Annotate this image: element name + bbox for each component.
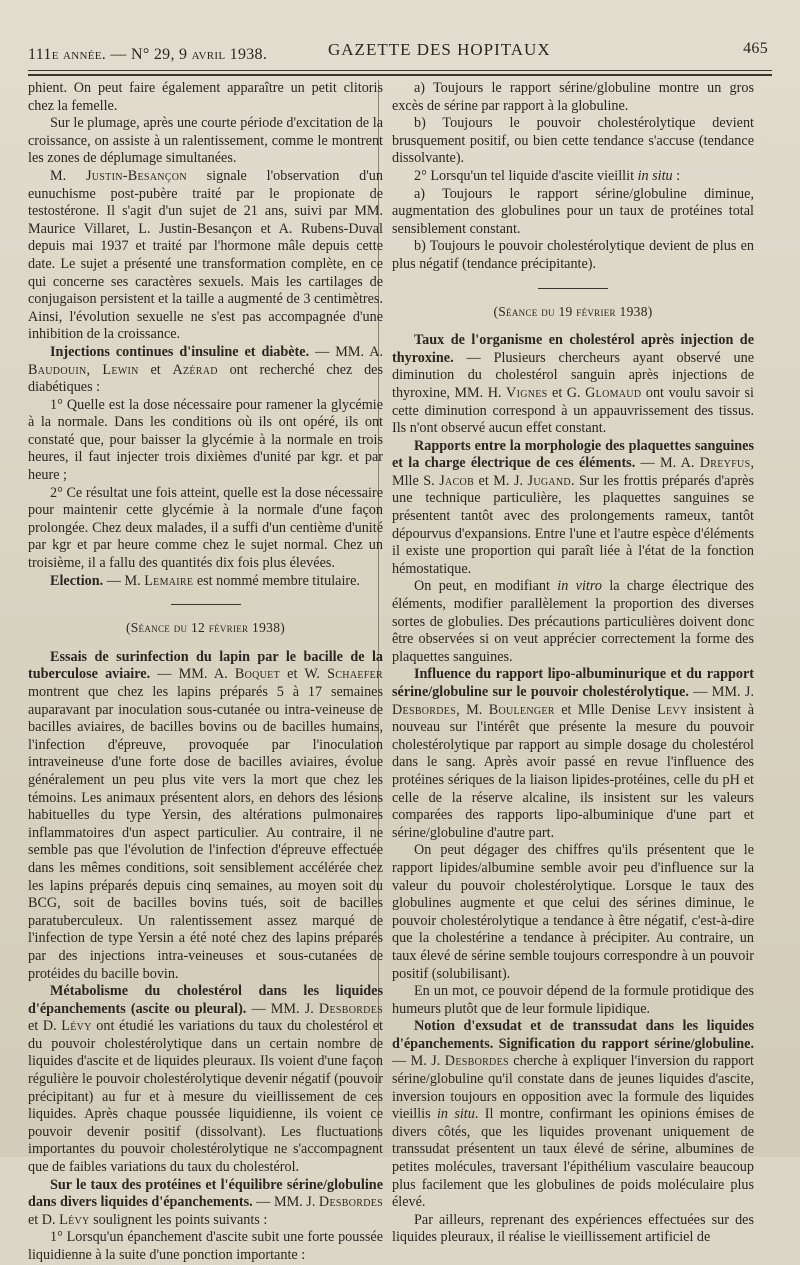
paragraph: Sur le plumage, après une courte période d'excitation de la croissance, on assiste à un ralentissement, comme le montrent les zones de déplumage simultanées. (28, 115, 383, 167)
paragraph: Influence du rapport lipo-albuminurique et du rapport sérine/globuline sur le pouvoir cholestérolytique. — MM. J. Desbordes, M. Boulenger et Mlle Denise Levy insistent à nouveau sur l'intérêt que présente la mesure du pouvoir cholestérolytique par rapport au simple dosage du cholestérol dans le sang. Après avoir passé en revue l'influence des protéines sériques de la liaison lipides-protéines, celle du pH et celle de la réserve alcaline, ils insistent sur les valeurs comparées des rapports lipo-albuminique d'une part et sérine/globuline d'autre part. (392, 666, 755, 841)
journal-title: GAZETTE DES HOPITAUX (328, 40, 551, 59)
article-title: Métabolisme du cholestérol dans les liquides d'épanchements (ascite ou pleural). (28, 983, 383, 1017)
paragraph: Taux de l'organisme en cholestérol après injection de thyroxine. — Plusieurs chercheurs ayant observé une diminution du cholestérol sanguin après injections de thyroxine, MM. H. Vignes et G. Glomaud ont voulu savoir si cette diminution correspond à un appauvrissement des tissus. Ils n'ont observé aucun effet constant. (392, 332, 754, 437)
author-name: Lemaire (144, 572, 194, 589)
author-name: Dreyfus (699, 455, 751, 472)
paragraph: M. Justin-Besançon signale l'observation d'un eunuchisme post-pubère traité par le propionate de testostérone. Il s'agit d'un sujet de 21 ans, suivi par MM. Maurice Villaret, L. Justin-Besançon et A. Rubens-Duval depuis mai 1937 et traité par l'hormone mâle depuis cette date. Le sujet a présenté une transformation complète, en ce qui concerne ses caractères sexuels. Mais les cartilages de conjugaison persistent et la taille a augmenté de 3 centimètres. Ainsi, l'évolution sexuelle ne s'est pas accompagnée d'une inhibition de la croissance. (28, 167, 383, 343)
paragraph: Notion d'exsudat et de transsudat dans les liquides d'épanchements. Signification du rapport sérine/globuline. — M. J. Desbordes cherche à expliquer l'inversion du rapport sérine/globuline qu'il constate dans de jeunes liquides d'ascite, inversion toujours en opposition avec la formule des liquides vieillis in situ. Il montre, confirmant les opinions émises de divers côtés, que les liquides provenant uniquement de transsudat présentent un taux élevé de sérine, albumines de petites molécules, traversant l'épithélium vasculaire beaucoup plus facilement que les globulines de poids moléculaire plus élevé. (392, 1018, 755, 1211)
paragraph: 2° Lorsqu'un tel liquide d'ascite vieillit in situ : (414, 167, 681, 184)
author-name: Glomaud (585, 384, 642, 401)
article-title: Notion d'exsudat et de transsudat dans les liquides d'épanchements. Signification du rapport sérine/globuline. (392, 1018, 754, 1052)
article-title: Influence du rapport lipo-albuminurique et du rapport sérine/globuline sur le pouvoir cholestérolytique. (392, 666, 754, 700)
paragraph: Election. — M. Lemaire est nommé membre titulaire. (50, 572, 360, 589)
paragraph: a) Toujours le rapport sérine/globuline montre un gros excès de sérine par rapport à la globuline. (392, 80, 754, 114)
paragraph: En un mot, ce pouvoir dépend de la formule protidique des humeurs plutôt que de leur formule lipidique. (392, 983, 754, 1017)
author-name: Boquet (234, 666, 280, 683)
paragraph: Par ailleurs, reprenant des expériences effectuées sur des liquides pleuraux, il réalise le vieillissement artificiel de (392, 1211, 754, 1246)
right-column (392, 80, 754, 1247)
article-title: Essais de surinfection du lapin par le bacille de la tuberculose aviaire. (28, 648, 383, 683)
section-rule (171, 604, 241, 605)
session-heading: (Séance du 19 février 1938) (493, 303, 653, 319)
paragraph: Métabolisme du cholestérol dans les liquides d'épanchements (ascite ou pleural). — MM. J. Desbordes et D. Lévy ont étudié les variations du taux du cholestérol et du pouvoir cholestérolytique dans un certain nombre de liquides d'ascite et de liquides pleuraux. Ils voient d'une façon régulière le pouvoir cholestérolytique devenir négatif (pouvoir précipitant) au fur et à mesure du vieillissement de ces liquides. Après chaque poussée liquidienne, ils voient ce pouvoir devenir positif (dissolvant). Les fluctuations importantes du pouvoir cholestérolytique ne s'accompagnent que de faibles variations du taux du cholestérol. (28, 983, 383, 1176)
page-number: 465 (743, 40, 768, 57)
article-title: Election. (50, 572, 104, 589)
paragraph: 1° Lorsqu'un épanchement d'ascite subit une forte poussée liquidienne à la suite d'une ponction importante : (28, 1229, 383, 1263)
paragraph: phient. On peut faire également apparaître un petit clitoris chez la femelle. (28, 80, 383, 114)
article-title: Taux de l'organisme en cholestérol après injection de thyroxine. (392, 332, 754, 366)
paragraph: 1° Quelle est la dose nécessaire pour ramener la glycémie à la normale. Dans les conditions où ils ont opéré, ils ont constaté que, pour baisser la glycémie à la normale en trois heures, il faut injecter trois dixièmes d'unité par kgr. et par heure ; (28, 396, 383, 484)
paragraph: b) Toujours le pouvoir cholestérolytique devient de plus en plus négatif (tendance précipitante). (392, 238, 754, 272)
paragraph: On peut dégager des chiffres qu'ils présentent que le rapport lipides/albumine semble avoir peu d'influence sur la valeur du pouvoir cholestérolytique. Lorsque le taux des globulines augmente et que celui des sérines diminue, le pouvoir cholestérolytique a tendance à être négatif, c'est-à-dire que la cholestérine a tendance à précipiter. Au contraire, un taux élevé de sérine semble toujours correspondre à un pouvoir positif (solubilisant). (392, 842, 754, 982)
header-rule (28, 70, 772, 71)
author-name: Desbordes (392, 701, 457, 718)
article-title: Sur le taux des protéines et l'équilibre sérine/globuline dans divers liquides d'épanchements. (28, 1176, 383, 1211)
author-name: Baudouin, Lewin (28, 361, 139, 378)
page-header (28, 36, 772, 68)
paragraph: b) Toujours le pouvoir cholestérolytique devient brusquement positif, ou bien cette tendance s'accuse (tendance dissolvante). (392, 115, 754, 167)
author-name: Vignes (506, 384, 548, 401)
author-name: Desbordes (318, 1000, 383, 1017)
author-name: Jugand (527, 472, 571, 489)
author-name: Desbordes (318, 1194, 383, 1211)
paragraph: Injections continues d'insuline et diabète. — MM. A. Baudouin, Lewin et Azérad ont recherché chez des diabétiques : (28, 343, 383, 396)
paragraph: Sur le taux des protéines et l'équilibre sérine/globuline dans divers liquides d'épanchements. — MM. J. Desbordes et D. Lévy soulignent les points suivants : (28, 1176, 383, 1228)
author-name: Levy (657, 701, 688, 718)
author-name: Boulenger (488, 701, 555, 718)
issue-line: 111e année. — N° 29, 9 avril 1938. (28, 46, 268, 63)
author-name: Azérad (172, 361, 218, 378)
article-title: Rapports entre la morphologie des plaquettes sanguines et la charge électrique de ces éléments. (392, 437, 754, 472)
author-name: Jacob (439, 472, 475, 489)
article-title: Injections continues d'insuline et diabète. (50, 343, 310, 360)
paragraph: 2° Ce résultat une fois atteint, quelle est la dose nécessaire pour maintenir cette glycémie à la normale d'une façon prolongée. Chez deux malades, il a suffi d'un centième d'unité par kgr et par heure comme chez le sujet normal. Chez un troisième, il a fallu des quantités dix fois plus élevées. (28, 484, 383, 572)
author-name: Desbordes (444, 1053, 509, 1070)
paragraph: a) Toujours le rapport sérine/globuline diminue, augmentation des globulines pour un taux de protéines total sensiblement constant. (392, 185, 754, 237)
author-name: Schaefer (327, 666, 383, 683)
paragraph: On peut, en modifiant in vitro la charge électrique des éléments, modifier parallèlement la proportion des diverses sortes de globulies. Des précautions particulières doivent donc être observées si on veut apprécier correctement la forme des plaquettes sanguines. (392, 578, 755, 665)
paragraph: Rapports entre la morphologie des plaquettes sanguines et la charge électrique de ces éléments. — M. A. Dreyfus, Mlle S. Jacob et M. J. Jugand. Sur les frottis préparés d'après une technique particulière, les plaquettes sanguines se présentent tantôt avec des prolongements rameux, tantôt dépourvus d'expansions. Entre l'une et l'autre espèce d'éléments il existe une proportion qui paraît liée à l'état de la fonction hémostatique. (392, 437, 754, 577)
session-heading: (Séance du 12 février 1938) (125, 620, 286, 636)
section-rule (538, 288, 608, 289)
author-name: Lévy (59, 1211, 90, 1228)
paragraph: Essais de surinfection du lapin par le bacille de la tuberculose aviaire. — MM. A. Boquet et W. Schaefer montrent que chez les lapins préparés 5 à 17 semaines auparavant par inoculation sous-cutanée ou intra-veineuse de bacilles aviaires, de bacilles bovins ou de bacilles humains, l'infection d'épreuve, provoquée par l'inoculation intraveineuse d'une forte dose de bacilles aviaires, évolue généralement un peu plus vite vers la mort que chez les témoins. Les animaux présentent alors, en dehors des lésions habituelles du type Yersin, des altérations pulmonaires inflammatoires d'un aspect particulier. Au contraire, il ne semble pas que l'évolution de l'infection d'épreuve effectuée dans les mêmes conditions, soit sensiblement accélérée chez les lapins préparés depuis cinq semaines, au moyen soit du BCG, soit de bacilles bovins tués, soit de bacilles paratuberculeux. Un ralentissement assez marqué de l'infection de type Yersin a été noté chez des lapins préparés par des injections intra-veineuses et sous-cutanées de protéides du bacille bovin. (28, 648, 383, 982)
author-name: Justin-Besançon (85, 167, 187, 184)
author-name: Lévy (61, 1018, 92, 1035)
left-column (28, 80, 383, 1265)
header-rule-thick (28, 74, 772, 76)
